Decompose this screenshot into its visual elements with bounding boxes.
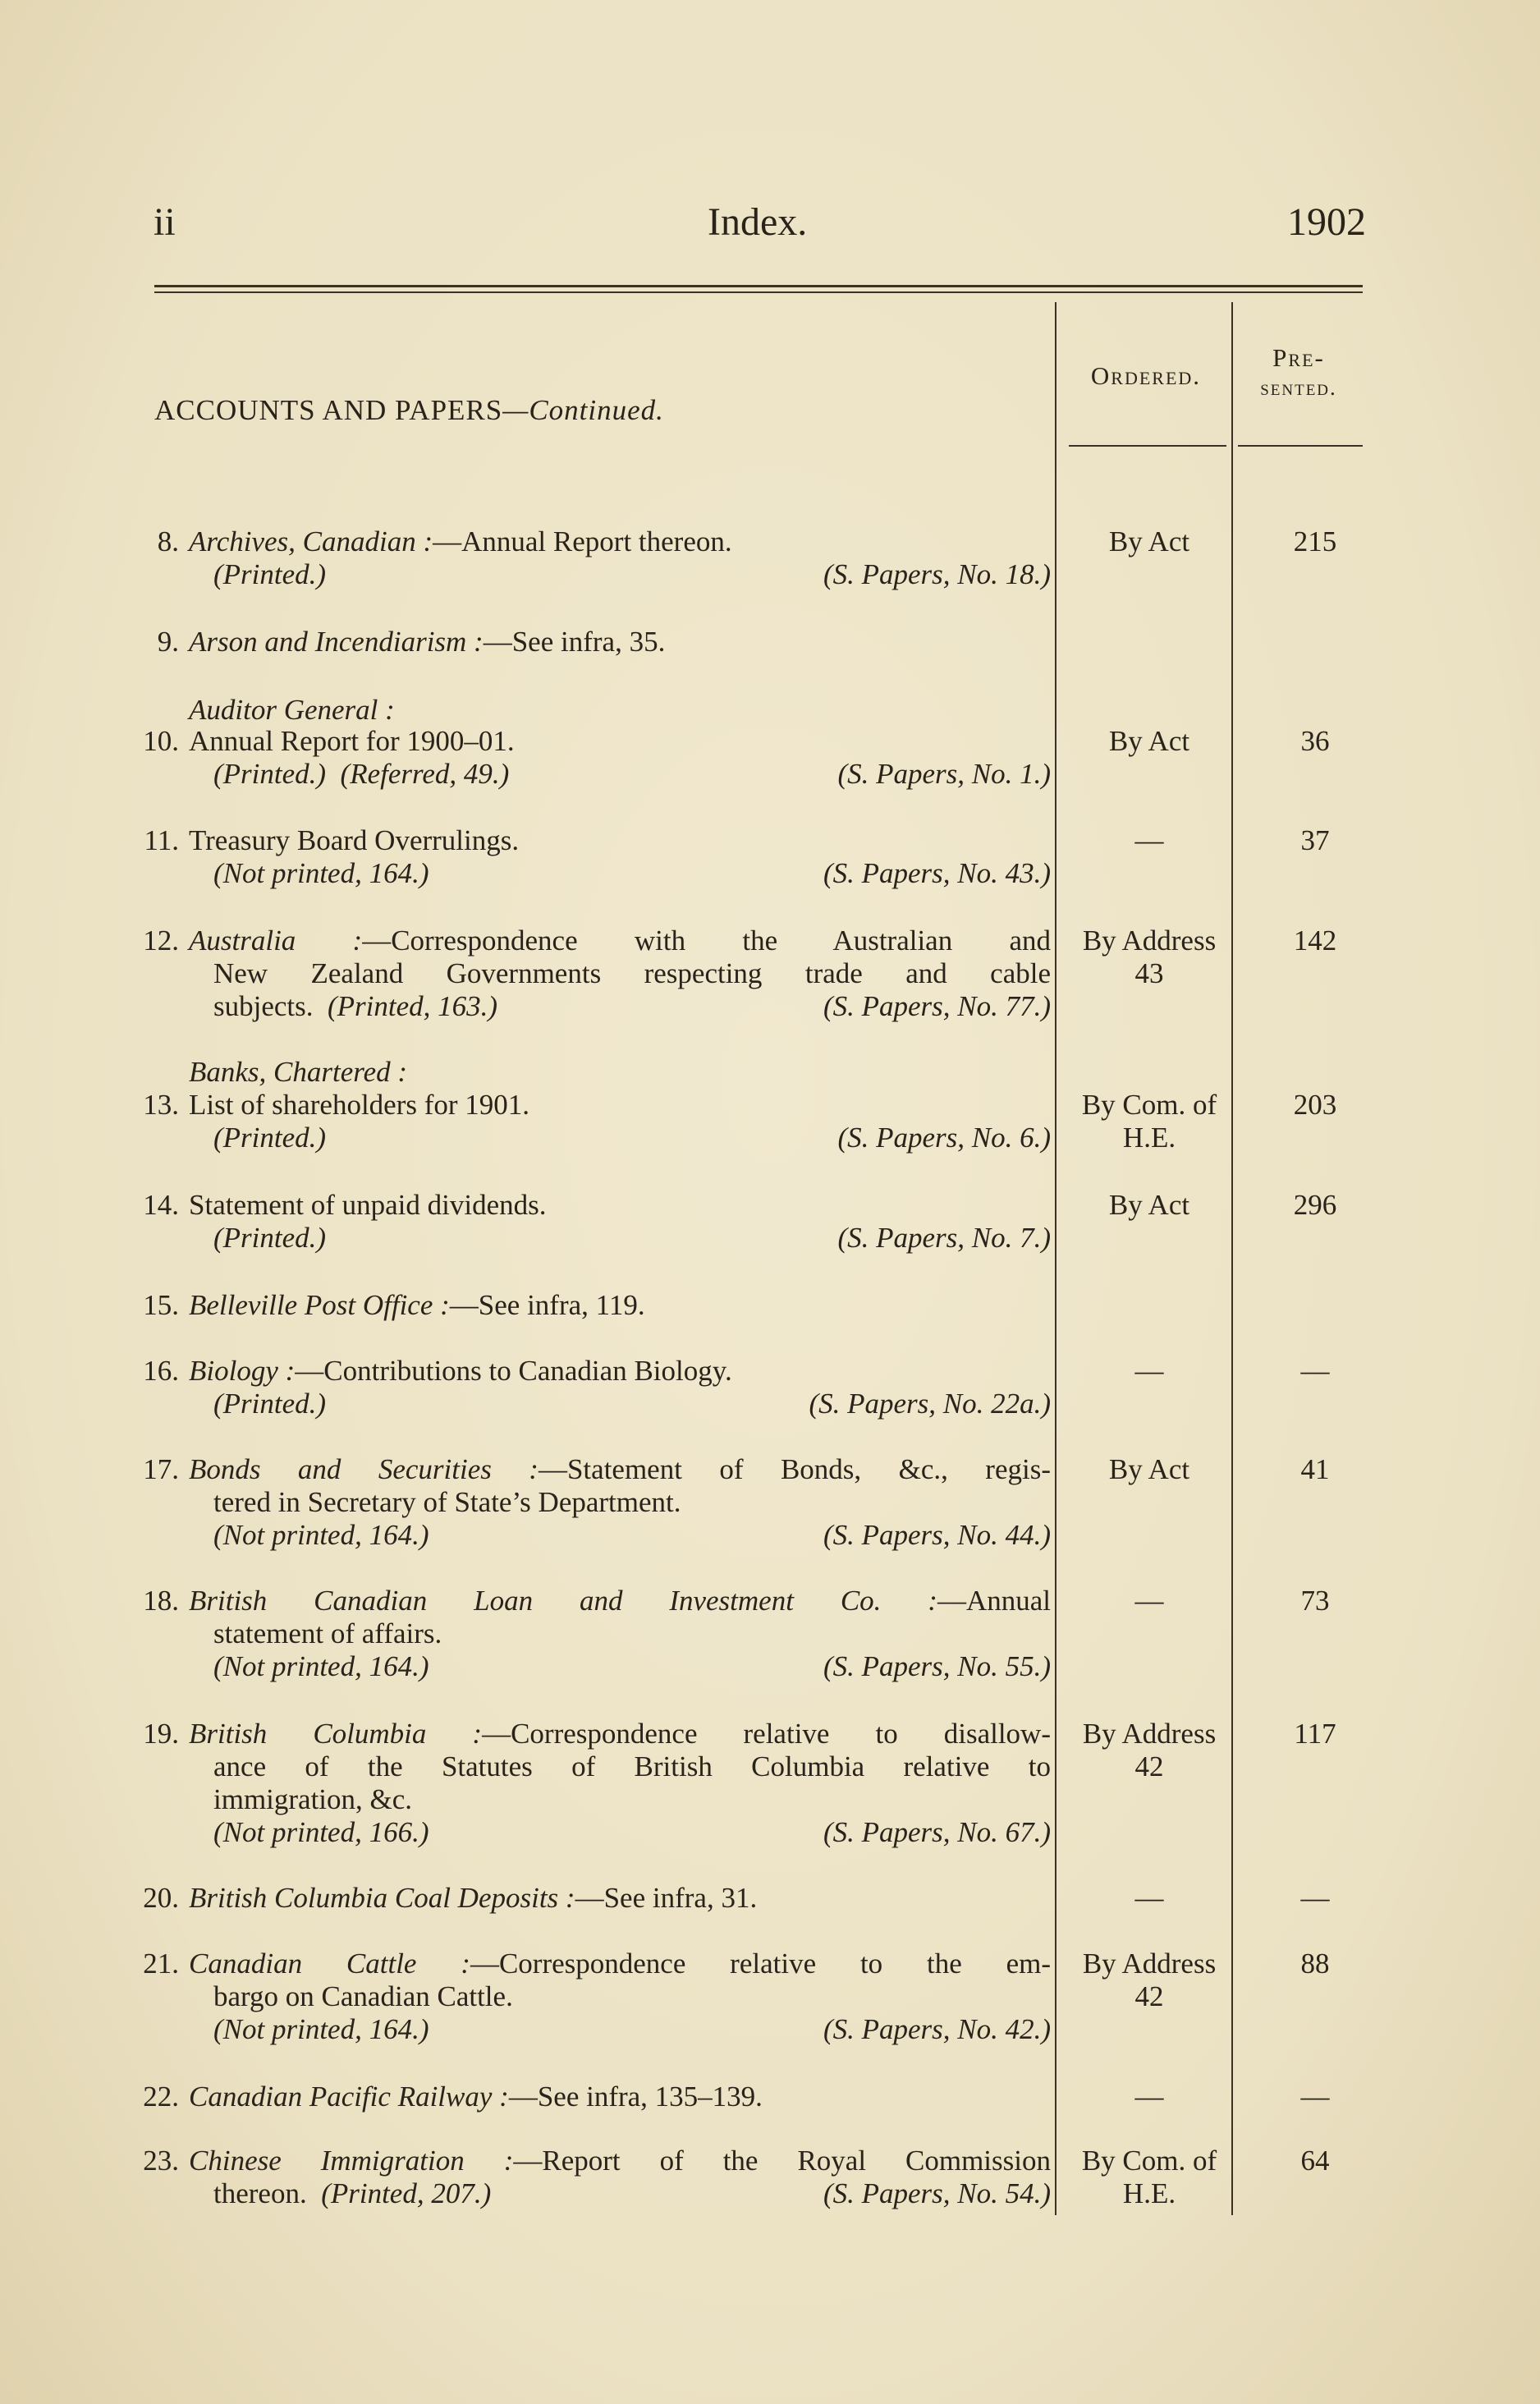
entry-8: 8. Archives, Canadian :—Annual Report thereon. (Printed.) (S. Papers, No. 18.) <box>157 525 1051 590</box>
entry-12: 12. Australia :—Correspondence with the Australian and New Zealand Governments respecting trade and cable subjects. (Printed, 163.) (S. Papers, No. 77.) <box>143 924 1051 1022</box>
entry-14: 14. Statement of unpaid dividends. (Printed.) (S. Papers, No. 7.) <box>143 1189 1051 1254</box>
entry-11: 11. Treasury Board Overrulings. (Not printed, 164.) (S. Papers, No. 43.) <box>144 824 1051 889</box>
entry-19-presented: 117 <box>1294 1718 1336 1750</box>
entry-15: 15. Belleville Post Office :—See infra, 119. <box>143 1289 645 1321</box>
entry-8-ordered: By Act <box>1108 525 1190 557</box>
entry-18-presented: 73 <box>1300 1585 1330 1617</box>
header-rule-top <box>154 285 1363 287</box>
entry-13-presented: 203 <box>1293 1089 1337 1121</box>
entry-14-presented: 296 <box>1293 1189 1337 1221</box>
entry-11-ordered: — <box>1134 824 1164 856</box>
entry-23-presented: 64 <box>1300 2145 1330 2177</box>
running-title: Index. <box>708 200 808 244</box>
entry-19: 19. British Columbia :—Correspondence relative to disallow- ance of the Statutes of British Columbia relative to immigration, &c. (Not printed, 166.) (S. Papers, No. 67.) <box>143 1718 1051 1848</box>
section-title: ACCOUNTS AND PAPERS—Continued. <box>154 394 664 426</box>
entry-23-ordered: By Com. of H.E. <box>1081 2145 1217 2209</box>
entry-23: 23. Chinese Immigration :—Report of the Royal Commission thereon. (Printed, 207.) (S. Papers, No. 54.) <box>143 2145 1051 2209</box>
entry-21-presented: 88 <box>1300 1948 1330 1980</box>
entry-16-presented: — <box>1300 1355 1330 1387</box>
page-number: ii <box>154 200 176 244</box>
subhead-auditor-general: Auditor General : <box>189 694 395 726</box>
entry-19-ordered: By Address 42 <box>1082 1718 1217 1782</box>
entry-17-ordered: By Act <box>1108 1453 1190 1485</box>
entry-22: 22. Canadian Pacific Railway :—See infra, 135–139. <box>143 2081 763 2113</box>
entry-20-presented: — <box>1300 1882 1330 1914</box>
entry-21-ordered: By Address 42 <box>1082 1948 1217 2012</box>
entry-18: 18. British Canadian Loan and Investment Co. :—Annual statement of affairs. (Not printed, 164.) (S. Papers, No. 55.) <box>143 1585 1051 1682</box>
column-head-rule-presented <box>1238 445 1363 447</box>
entry-17-presented: 41 <box>1300 1453 1330 1485</box>
column-head-ordered: Ordered. <box>1090 361 1202 390</box>
column-head-presented: Pre- sented. <box>1260 343 1337 400</box>
entry-16: 16. Biology :—Contributions to Canadian Biology. (Printed.) (S. Papers, No. 22a.) <box>143 1355 1051 1420</box>
year: 1902 <box>1287 200 1366 244</box>
column-divider-right <box>1231 302 1233 2215</box>
entry-14-ordered: By Act <box>1108 1189 1190 1221</box>
entry-22-ordered: — <box>1134 2081 1164 2113</box>
entry-9: 9. Arson and Incendiarism :—See infra, 35. <box>157 626 666 658</box>
entry-10: 10. Annual Report for 1900–01. (Printed.) (Referred, 49.) (S. Papers, No. 1.) <box>143 725 1051 790</box>
entry-20-ordered: — <box>1134 1882 1164 1914</box>
entry-8-presented: 215 <box>1293 525 1337 557</box>
entry-13-ordered: By Com. of H.E. <box>1081 1089 1217 1154</box>
entry-11-presented: 37 <box>1300 824 1330 856</box>
entry-17: 17. Bonds and Securities :—Statement of Bonds, &c., regis- tered in Secretary of State’s Department. (Not printed, 164.) (S. Papers, No. 44.) <box>143 1453 1051 1551</box>
subhead-banks-chartered: Banks, Chartered : <box>189 1056 408 1088</box>
entry-22-presented: — <box>1300 2081 1330 2113</box>
entry-10-presented: 36 <box>1300 725 1330 757</box>
entry-12-presented: 142 <box>1293 924 1337 957</box>
entry-16-ordered: — <box>1134 1355 1164 1387</box>
entry-21: 21. Canadian Cattle :—Correspondence relative to the em- bargo on Canadian Cattle. (Not printed, 164.) (S. Papers, No. 42.) <box>143 1948 1051 2045</box>
column-divider-left <box>1055 302 1056 2215</box>
entry-10-ordered: By Act <box>1108 725 1190 757</box>
entry-12-ordered: By Address 43 <box>1082 924 1217 989</box>
column-head-rule-ordered <box>1069 445 1226 447</box>
entry-20: 20. British Columbia Coal Deposits :—See infra, 31. <box>143 1882 758 1914</box>
header-rule-bottom <box>154 291 1363 293</box>
entry-13: 13. List of shareholders for 1901. (Printed.) (S. Papers, No. 6.) <box>143 1089 1051 1154</box>
entry-18-ordered: — <box>1134 1585 1164 1617</box>
